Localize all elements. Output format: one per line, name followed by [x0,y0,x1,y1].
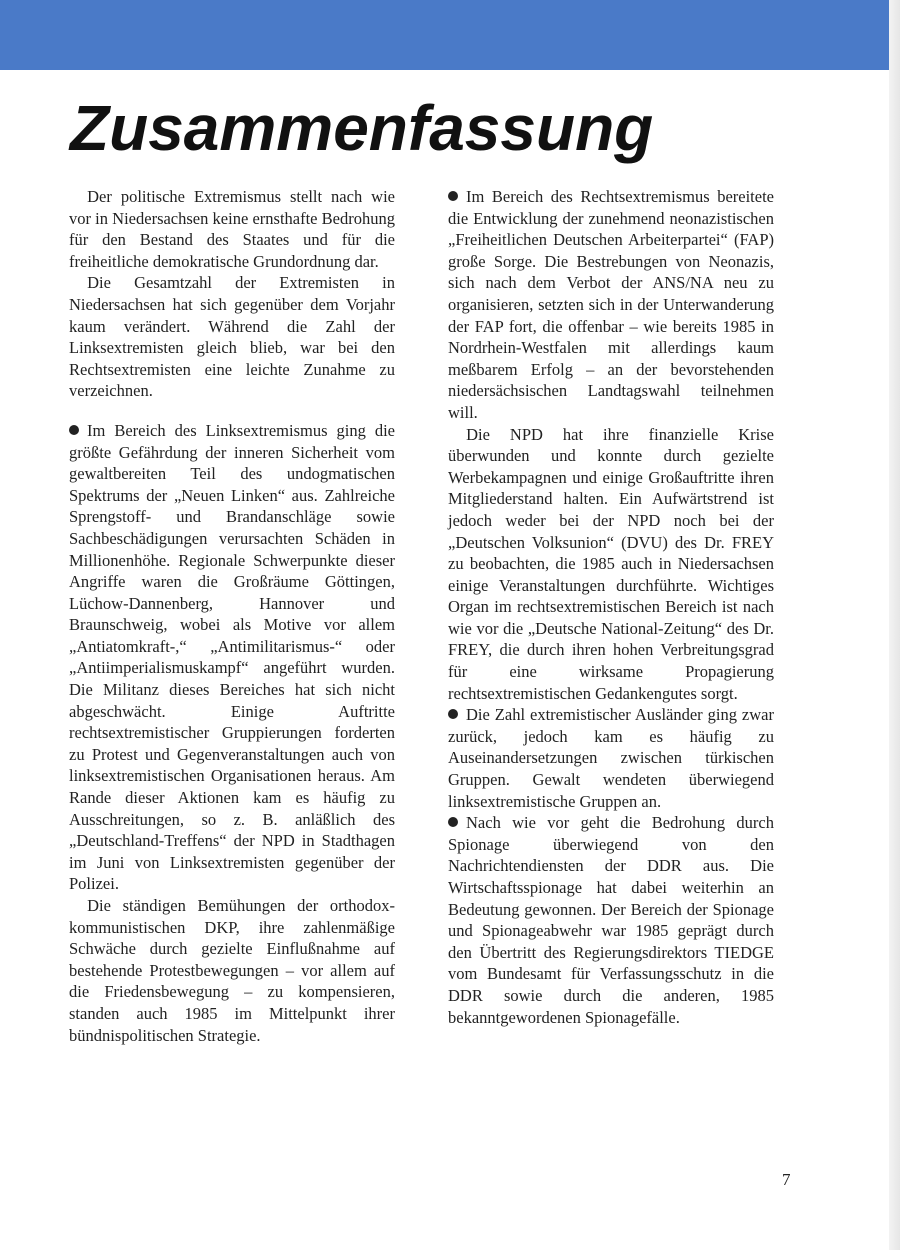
page-number: 7 [782,1170,791,1189]
paragraph-totals: Die Gesamtzahl der Extremisten in Niedersachsen hat sich gegenüber dem Vorjahr kaum verändert. Während die Zahl der Linksextremisten gleich blieb, war bei den Rechtsextremisten eine leichte Zunahme zu verzeichnen. [69,273,395,401]
bullet-icon [448,709,458,719]
bullet-paragraph-espionage [448,812,774,1028]
bullet-icon [448,191,458,201]
bullet-text: Nach wie vor geht die Bedrohung durch Spionage überwiegend von den Nachrichtendiensten der DDR aus. Die Wirtschaftsspionage hat dabei weiterhin an Bedeutung gewonnen. Der Bereich der Spionage und Spionageabwehr war 1985 geprägt durch den Übertritt des Regierungsdirektors TIEDGE vom Bundesamt für Verfassungsschutz in die DDR sowie durch die anderen, 1985 bekanntgewordenen Spionagefälle. [448,813,774,1027]
bullet-icon [69,425,79,435]
bullet-icon [448,817,458,827]
bullet-text: Im Bereich des Rechtsextremismus bereitete die Entwicklung der zunehmend neonazistischen „Freiheitlichen Deutschen Arbeiterpartei“ (FAP) große Sorge. Die Bestrebungen von Neonazis, sich nach dem Verbot der ANS/NA neu zu organisieren, setzten sich in der Unterwanderung der FAP fort, die offenbar – wie bereits 1985 in Nordrhein-Westfalen mit allerdings kaum meßbarem Erfolg – an der bevorstehenden niedersächsischen Landtagswahl teilnehmen will. [448,187,774,422]
bullet-paragraph-foreigners [448,704,774,812]
bullet-text: Die Zahl extremistischer Ausländer ging zwar zurück, jedoch kam es häufig zu Auseinandersetzungen zwischen türkischen Gruppen. Gewalt wendeten überwiegend linksextremistische Gruppen an. [448,705,774,811]
page-title: Zusammenfassung [70,92,654,164]
right-column [448,186,774,1028]
paragraph-intro: Der politische Extremismus stellt nach wie vor in Niedersachsen keine ernsthafte Bedrohung für den Bestand des Staates und für die freiheitliche demokratische Grundordnung dar. [69,187,395,271]
bullet-text: Im Bereich des Linksextremismus ging die größte Gefährdung der inneren Sicherheit vom gewaltbereiten Teil des undogmatischen Spektrums der „Neuen Linken“ aus. Zahlreiche Sprengstoff- und Brandanschläge sowie Sachbeschädigungen verursachten Schäden in Millionenhöhe. Regionale Schwerpunkte dieser Angriffe waren die Großräume Göttingen, Lüchow-Dannenberg, Hannover und Braunschweig, wobei als Motive vor allem „Antiatomkraft-,“ „Antimilitarismus-“ oder „Antiimperialismuskampf“ angeführt wurden. Die Militanz dieses Bereiches hat sich nicht abgeschwächt. Einige Auftritte rechtsextremistischer Gruppierungen forderten zu Protest und Gegenveranstaltungen auch von linksextremistischen Organisationen heraus. Am Rande dieser Aktionen kam es häufig zu Ausschreitungen, so z. B. anläßlich des „Deutschland-Treffens“ der NPD in Stadthagen im Juni von Linksextremisten gegenüber der Polizei. [69,420,395,894]
bullet-paragraph-left-extremism [69,420,395,895]
page-edge-shadow [889,0,900,1250]
header-color-band [0,0,889,70]
bullet-paragraph-right-extremism [448,186,774,424]
paragraph-dkp: Die ständigen Bemühungen der orthodox-kommunistischen DKP, ihre zahlenmäßige Schwäche durch gezielte Einflußnahme auf bestehende Protestbewegungen – vor allem auf die Friedensbewegung – zu kompensieren, standen auch 1985 im Mittelpunkt ihrer bündnispolitischen Strategie. [69,896,395,1045]
left-column [69,186,395,1046]
paragraph-npd: Die NPD hat ihre finanzielle Krise überwunden und konnte durch gezielte Werbekampagnen und einige Großauftritte ihren Mitgliederstand halten. Ein Aufwärtstrend ist jedoch weder bei der NPD noch bei der „Deutschen Volksunion“ (DVU) des Dr. FREY zu beobachten, die 1985 auch in Niedersachsen einige Veranstaltungen durchführte. Wichtiges Organ im rechtsextremistischen Bereich ist nach wie vor die „Deutsche National-Zeitung“ des Dr. FREY, die durch ihren hohen Verbreitungsgrad für eine wirksame Propagierung rechtsextremistischen Gedankengutes sorgt. [448,424,774,703]
